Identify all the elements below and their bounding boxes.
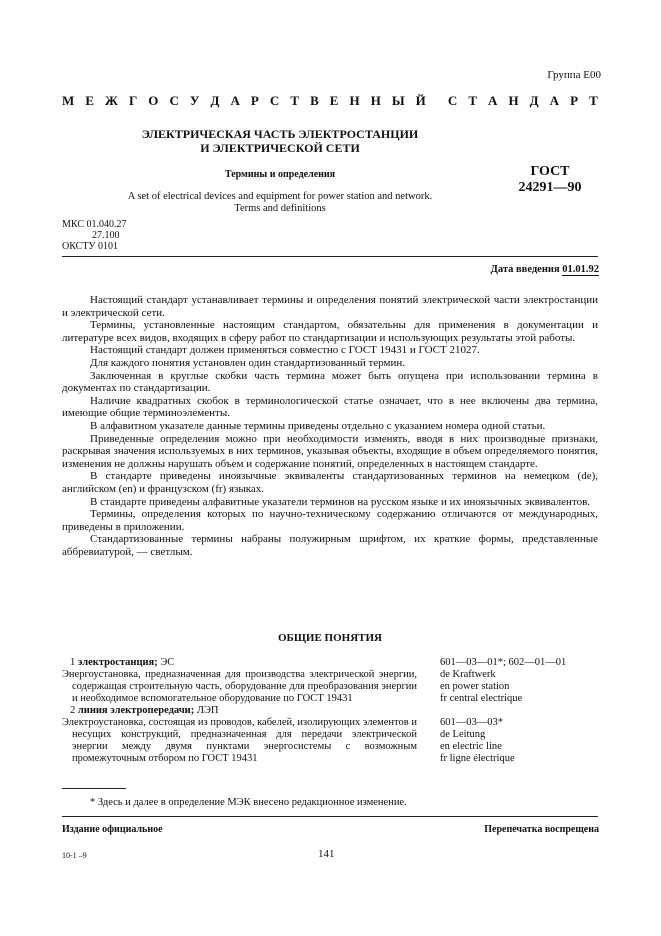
term-head — [62, 705, 417, 717]
intro-paragraph: Настоящий стандарт должен применяться совместно с ГОСТ 19431 и ГОСТ 21027. — [90, 344, 480, 357]
footer-divider — [62, 816, 598, 817]
equivalent-en: en electric line — [440, 741, 502, 752]
term-head — [62, 657, 417, 669]
footnote-divider — [62, 788, 126, 789]
term-equivalents-2 — [440, 717, 600, 765]
banner-letter: У — [189, 93, 200, 108]
effective-date — [491, 264, 599, 275]
banner-letter: Р — [570, 93, 579, 108]
edition-label: Издание официальное — [62, 824, 163, 835]
banner-letter: А — [488, 93, 498, 108]
term-number: 2 — [70, 705, 76, 716]
english-title-line-1: A set of electrical devices and equipment for power station and network. — [127, 191, 433, 202]
print-code: 10-1 –9 — [62, 851, 87, 860]
intro-paragraph: Стандартизованные термины набраны полужирным шрифтом, их краткие формы, представленные аббревиатурой, — светлым. — [62, 533, 598, 558]
introduction — [62, 294, 598, 558]
gost-number — [505, 164, 595, 196]
banner-letter: Т — [290, 93, 300, 108]
banner-letter: Г — [128, 93, 138, 108]
section-title: ОБЩИЕ ПОНЯТИЯ — [277, 632, 382, 644]
classifiers — [62, 219, 126, 252]
banner-letter: Н — [349, 93, 360, 108]
term-name: линия электропередачи; — [77, 705, 195, 716]
page-number: 141 — [318, 848, 335, 860]
english-title — [90, 191, 470, 215]
term-definition: Электроустановка, состоящая из проводов, кабелей, изолирующих элементов и несущих конструкций, предназначенная для передачи электрической энергии между двумя пунктами энергосистемы с возможным промежуточным отбором по ГОСТ 19431 — [62, 717, 417, 764]
banner-letter: Д — [210, 93, 220, 108]
banner-letter: С — [269, 93, 280, 108]
banner-letter: В — [310, 93, 319, 108]
intro-paragraph: Для каждого понятия установлен один стандартизованный термин. — [90, 356, 405, 369]
equivalent-fr: fr central electrique — [440, 693, 523, 704]
intro-paragraph: В алфавитном указателе данные термины приведены отдельно с указанием номера одной статьи. — [90, 419, 546, 432]
equivalent-en: en power station — [440, 681, 510, 692]
banner-letter: С — [447, 93, 458, 108]
mks-code: МКС 01.040.27 — [62, 219, 127, 230]
term-abbr: ЛЭП — [196, 705, 219, 716]
banner-letter: О — [148, 93, 159, 108]
equivalent-fr: fr ligne électrique — [440, 753, 515, 764]
gost-label: ГОСТ — [530, 164, 570, 179]
banner-letter: С — [169, 93, 179, 108]
intro-paragraph: Наличие квадратных скобок в терминологической статье означает, что в нее включены два термина, имеющие общие терминоэлементы. — [62, 394, 598, 420]
title-line-2: И ЭЛЕКТРИЧЕСКОЙ СЕТИ — [200, 141, 360, 155]
banner-letter: Н — [508, 93, 519, 108]
banner-letter: Ж — [105, 93, 118, 108]
english-title-line-2: Terms and definitions — [234, 203, 326, 214]
term-equivalents-1 — [440, 657, 600, 705]
standard-banner — [62, 93, 598, 109]
okstu-code: ОКСТУ 0101 — [62, 241, 119, 252]
intro-paragraph: Приведенные определения можно при необходимости изменять, вводя в них производные признаки, раскрывая значения используемых в них терминов, указывая объекты, входящие в объем определяемого понятия, изменения не должны нарушать объем и содержание понятий, определенных в настоящем стандарте. — [62, 432, 598, 470]
term-entry-1 — [62, 657, 417, 705]
banner-letter: Й — [415, 93, 426, 108]
banner-letter: Т — [468, 93, 477, 108]
group-code: Группа Е00 — [547, 69, 601, 81]
intro-paragraph: Термины, определения которых по научно-техническому содержанию отличаются от международных, приведены в приложении. — [62, 508, 598, 533]
intro-paragraph: Настоящий стандарт устанавливает термины и определения понятий электрической части электростанции и электрической сети. — [62, 294, 598, 319]
banner-letter: А — [549, 93, 560, 108]
banner-letter: Н — [370, 93, 381, 108]
banner-letter: Т — [589, 93, 598, 108]
reprint-notice: Перепечатка воспрещена — [484, 824, 599, 835]
iec-codes: 601—03—01*; 602—01—01 — [440, 657, 567, 668]
document-title — [120, 127, 440, 155]
gost-code: 24291—90 — [518, 180, 582, 195]
intro-paragraph: В стандарте приведены алфавитные указатели терминов на русском языке и их иноязычных эквивалентов. — [90, 495, 591, 508]
iec-codes: 601—03—03* — [440, 717, 503, 728]
mks-code-2: 27.100 — [92, 230, 120, 241]
banner-letter: Д — [529, 93, 539, 108]
term-entry-2 — [62, 705, 417, 765]
intro-paragraph: Заключенная в круглые скобки часть термина может быть опущена при использовании термина в документах по стандартизации. — [62, 369, 598, 395]
equivalent-de: de Leitung — [440, 729, 486, 740]
banner-letter: М — [62, 93, 75, 108]
intro-paragraph: В стандарте приведены иноязычные эквиваленты стандартизованных терминов на немецком (de), английском (en) и французском (fr) языках. — [62, 470, 598, 495]
equivalent-de: de Kraftwerk — [440, 669, 496, 680]
divider — [62, 256, 598, 257]
title-line-1: ЭЛЕКТРИЧЕСКАЯ ЧАСТЬ ЭЛЕКТРОСТАНЦИИ — [141, 127, 419, 141]
footnote: * Здесь и далее в определение МЭК внесено редакционное изменение. — [90, 797, 407, 808]
banner-letter: Р — [250, 93, 259, 108]
banner-letter: Е — [85, 93, 94, 108]
banner-letter: Ы — [391, 93, 405, 108]
document-subtitle: Термины и определения — [224, 169, 336, 180]
banner-letter: Е — [329, 93, 339, 108]
term-abbr: ЭС — [160, 657, 175, 668]
term-number: 1 — [70, 657, 76, 668]
term-definition: Энергоустановка, предназначенная для производства электрической энергии, содержащая строительную часть, оборудование для преобразования энергии и необходимое вспомогательное оборудование по ГОСТ 19431 — [62, 669, 417, 704]
term-name: электростанция; — [77, 657, 158, 668]
banner-letter: А — [230, 93, 240, 108]
effective-date-label: Дата введения — [490, 264, 560, 275]
intro-paragraph: Термины, установленные настоящим стандартом, обязательны для применения в документации и литературе всех видов, входящих в сферу работ по стандартизации и использующих результаты этой работы. — [62, 319, 598, 344]
effective-date-value: 01.01.92 — [562, 264, 599, 275]
